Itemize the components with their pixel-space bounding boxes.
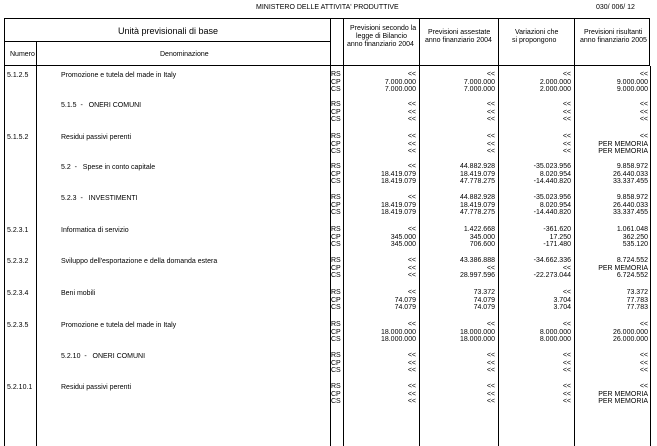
row-value: << bbox=[562, 321, 571, 328]
row-value: << bbox=[486, 367, 495, 374]
row-value: 26.440.033 bbox=[612, 170, 648, 178]
row-denominazione: Beni mobili bbox=[61, 290, 96, 297]
row-value: << bbox=[486, 359, 495, 367]
row-value: << bbox=[562, 101, 571, 108]
row-value: 18.419.079 bbox=[380, 209, 416, 216]
row-value: 74.079 bbox=[394, 296, 416, 304]
row-number: 5.2.3.2 bbox=[7, 258, 29, 265]
row-number: 5.2.3.1 bbox=[7, 227, 29, 234]
row-code: CS bbox=[331, 178, 341, 185]
row-denominazione: Promozione e tutela del made in Italy bbox=[61, 72, 177, 79]
row-value: 18.000.000 bbox=[380, 328, 416, 336]
row-value: 26.440.033 bbox=[612, 201, 648, 209]
row-value: 44.882.928 bbox=[459, 194, 495, 201]
column-header-prev-assestate: anno finanziario 2004 bbox=[425, 37, 492, 44]
row-value: 26.000.000 bbox=[612, 336, 648, 343]
row-value: PER MEMORIA bbox=[598, 398, 648, 405]
row-value: << bbox=[562, 116, 571, 123]
row-value: 1.061.048 bbox=[616, 226, 648, 233]
row-value: << bbox=[486, 101, 495, 108]
row-code: CP bbox=[331, 140, 341, 148]
row-code: CP bbox=[331, 390, 341, 398]
row-code: RS bbox=[331, 257, 341, 264]
row-value: << bbox=[486, 352, 495, 359]
row-value: << bbox=[486, 390, 495, 398]
row-code: CS bbox=[331, 241, 341, 248]
row-code: RS bbox=[331, 101, 341, 108]
row-value: << bbox=[407, 226, 416, 233]
row-code: CP bbox=[331, 264, 341, 272]
row-denominazione: 5.1.5 - ONERI COMUNI bbox=[61, 102, 142, 109]
row-value: 7.000.000 bbox=[463, 78, 495, 86]
row-number: 5.2.3.5 bbox=[7, 322, 29, 329]
row-value: 17.250 bbox=[549, 233, 571, 241]
row-value: 74.079 bbox=[394, 304, 416, 311]
row-value: << bbox=[562, 148, 571, 155]
row-value: << bbox=[486, 398, 495, 405]
row-code: RS bbox=[331, 289, 341, 296]
row-code: CP bbox=[331, 328, 341, 336]
row-value: 9.858.972 bbox=[616, 163, 648, 170]
row-code: CP bbox=[331, 296, 341, 304]
column-header-prev-risultanti: anno finanziario 2005 bbox=[580, 37, 647, 44]
row-value: << bbox=[639, 108, 648, 116]
row-value: << bbox=[562, 264, 571, 272]
row-value: 362.250 bbox=[622, 233, 648, 241]
row-value: 3.704 bbox=[553, 304, 571, 311]
row-value: 33.337.455 bbox=[612, 178, 648, 185]
row-code: RS bbox=[331, 163, 341, 170]
row-value: << bbox=[639, 383, 648, 390]
row-value: << bbox=[407, 101, 416, 108]
row-value: << bbox=[562, 108, 571, 116]
row-value: 18.419.079 bbox=[459, 170, 495, 178]
row-value: PER MEMORIA bbox=[598, 264, 648, 272]
row-code: RS bbox=[331, 194, 341, 201]
row-value: 73.372 bbox=[473, 289, 495, 296]
row-value: << bbox=[407, 116, 416, 123]
row-value: << bbox=[486, 108, 495, 116]
row-value: 1.422.668 bbox=[463, 226, 495, 233]
row-value: << bbox=[407, 264, 416, 272]
row-value: 28.997.596 bbox=[459, 272, 495, 279]
row-value: 18.000.000 bbox=[380, 336, 416, 343]
column-header-numero: Numero bbox=[10, 51, 35, 58]
row-value: 77.783 bbox=[626, 304, 648, 311]
row-value: 345.000 bbox=[390, 233, 416, 241]
column-header-prev-risultanti: Previsioni risultanti bbox=[584, 29, 643, 36]
row-value: << bbox=[562, 352, 571, 359]
row-number: 5.1.2.5 bbox=[7, 72, 29, 79]
section-title: Unità previsionali di base bbox=[118, 26, 219, 36]
row-value: 44.882.928 bbox=[459, 163, 495, 170]
row-value: 9.858.972 bbox=[616, 194, 648, 201]
row-value: << bbox=[562, 133, 571, 140]
table-left-border bbox=[4, 66, 5, 446]
row-value: << bbox=[407, 108, 416, 116]
column-header-prev-bilancio: anno finanziario 2004 bbox=[347, 41, 414, 48]
row-code: CP bbox=[331, 201, 341, 209]
row-code: CP bbox=[331, 170, 341, 178]
row-value: << bbox=[407, 321, 416, 328]
row-value: -22.273.044 bbox=[533, 272, 571, 279]
row-value: << bbox=[562, 359, 571, 367]
row-value: 18.419.079 bbox=[459, 201, 495, 209]
row-number: 5.2.10.1 bbox=[7, 384, 33, 391]
row-value: << bbox=[486, 140, 495, 148]
row-code: CS bbox=[331, 367, 341, 374]
row-value: -14.440.820 bbox=[533, 209, 571, 216]
row-value: << bbox=[639, 133, 648, 140]
row-value: << bbox=[407, 367, 416, 374]
row-code: CS bbox=[331, 209, 341, 216]
row-code: CS bbox=[331, 304, 341, 311]
row-value: 18.000.000 bbox=[459, 328, 495, 336]
row-value: << bbox=[407, 194, 416, 201]
ministry-header: MINISTERO DELLE ATTIVITA' PRODUTTIVE bbox=[256, 4, 399, 11]
row-value: 3.704 bbox=[553, 296, 571, 304]
row-value: 74.079 bbox=[473, 304, 495, 311]
row-code: CP bbox=[331, 78, 341, 86]
row-code: RS bbox=[331, 133, 341, 140]
row-value: << bbox=[639, 359, 648, 367]
row-value: 7.000.000 bbox=[384, 78, 416, 86]
row-value: << bbox=[407, 163, 416, 170]
row-value: 43.386.888 bbox=[459, 257, 495, 264]
row-value: 535.120 bbox=[622, 241, 648, 248]
column-header-prev-bilancio: Previsioni secondo la bbox=[350, 25, 417, 32]
column-header-variazioni: si propongono bbox=[512, 37, 557, 44]
column-divider bbox=[343, 18, 344, 446]
column-header-prev-bilancio: legge di Bilancio bbox=[356, 33, 407, 40]
row-code: CP bbox=[331, 233, 341, 241]
row-value: 345.000 bbox=[390, 241, 416, 248]
row-code: CS bbox=[331, 116, 341, 123]
page-reference: 030/ 006/ 12 bbox=[596, 4, 635, 11]
row-value: << bbox=[486, 321, 495, 328]
row-value: << bbox=[407, 398, 416, 405]
row-value: 33.337.455 bbox=[612, 209, 648, 216]
row-denominazione: 5.2.3 - INVESTIMENTI bbox=[61, 195, 138, 202]
row-value: << bbox=[639, 101, 648, 108]
row-value: << bbox=[407, 140, 416, 148]
row-value: 47.778.275 bbox=[459, 178, 495, 185]
header-divider bbox=[4, 41, 330, 42]
row-value: << bbox=[486, 264, 495, 272]
row-value: << bbox=[486, 383, 495, 390]
row-value: 18.419.079 bbox=[380, 170, 416, 178]
row-code: CS bbox=[331, 272, 341, 279]
row-value: PER MEMORIA bbox=[598, 140, 648, 148]
row-code: CS bbox=[331, 398, 341, 405]
row-value: 7.000.000 bbox=[463, 86, 495, 93]
row-value: 7.000.000 bbox=[384, 86, 416, 93]
row-value: 8.000.000 bbox=[539, 336, 571, 343]
row-denominazione: Promozione e tutela del made in Italy bbox=[61, 322, 177, 329]
row-value: 18.000.000 bbox=[459, 336, 495, 343]
row-value: << bbox=[639, 352, 648, 359]
row-value: << bbox=[486, 148, 495, 155]
row-denominazione: 5.2 - Spese in conto capitale bbox=[61, 164, 156, 171]
row-value: << bbox=[486, 71, 495, 78]
row-value: 9.000.000 bbox=[616, 86, 648, 93]
row-value: 345.000 bbox=[469, 233, 495, 241]
row-denominazione: Residui passivi perenti bbox=[61, 134, 132, 141]
row-value: 2.000.000 bbox=[539, 86, 571, 93]
row-denominazione: 5.2.10 - ONERI COMUNI bbox=[61, 353, 146, 360]
row-value: 18.419.079 bbox=[380, 178, 416, 185]
row-value: 2.000.000 bbox=[539, 78, 571, 86]
row-code: CS bbox=[331, 86, 341, 93]
row-code: CS bbox=[331, 336, 341, 343]
row-value: << bbox=[407, 133, 416, 140]
row-value: << bbox=[639, 71, 648, 78]
row-value: 47.778.275 bbox=[459, 209, 495, 216]
row-code: RS bbox=[331, 71, 341, 78]
row-value: << bbox=[562, 390, 571, 398]
row-value: 8.020.954 bbox=[539, 170, 571, 178]
row-value: 8.020.954 bbox=[539, 201, 571, 209]
row-value: 706.600 bbox=[469, 241, 495, 248]
row-code: RS bbox=[331, 226, 341, 233]
row-code: CS bbox=[331, 148, 341, 155]
table-right-border bbox=[650, 66, 651, 446]
row-value: << bbox=[486, 133, 495, 140]
row-value: 8.000.000 bbox=[539, 328, 571, 336]
row-value: 77.783 bbox=[626, 296, 648, 304]
row-value: -14.440.820 bbox=[533, 178, 571, 185]
row-value: << bbox=[639, 321, 648, 328]
row-value: << bbox=[407, 390, 416, 398]
row-value: << bbox=[407, 71, 416, 78]
column-divider bbox=[498, 18, 499, 446]
row-code: RS bbox=[331, 321, 341, 328]
row-value: << bbox=[562, 398, 571, 405]
row-value: -361.620 bbox=[543, 226, 571, 233]
row-value: -171.480 bbox=[543, 241, 571, 248]
column-header-denominazione: Denominazione bbox=[160, 51, 209, 58]
row-value: << bbox=[562, 140, 571, 148]
row-value: << bbox=[407, 257, 416, 264]
row-denominazione: Sviluppo dell'esportazione e della domanda estera bbox=[61, 258, 218, 265]
row-code: RS bbox=[331, 352, 341, 359]
row-value: << bbox=[562, 383, 571, 390]
row-value: -35.023.956 bbox=[533, 194, 571, 201]
row-value: -34.662.336 bbox=[533, 257, 571, 264]
row-value: << bbox=[486, 116, 495, 123]
row-value: 9.000.000 bbox=[616, 78, 648, 86]
row-value: 18.419.079 bbox=[380, 201, 416, 209]
row-denominazione: Informatica di servizio bbox=[61, 227, 129, 234]
row-value: << bbox=[562, 367, 571, 374]
column-header-variazioni: Variazioni che bbox=[515, 29, 559, 36]
row-value: << bbox=[407, 383, 416, 390]
row-value: PER MEMORIA bbox=[598, 390, 648, 398]
row-code: CP bbox=[331, 108, 341, 116]
column-divider bbox=[419, 18, 420, 446]
column-divider bbox=[574, 18, 575, 446]
row-number: 5.1.5.2 bbox=[7, 134, 29, 141]
row-value: 74.079 bbox=[473, 296, 495, 304]
row-value: << bbox=[407, 289, 416, 296]
row-value: << bbox=[407, 359, 416, 367]
row-value: PER MEMORIA bbox=[598, 148, 648, 155]
row-number: 5.2.3.4 bbox=[7, 290, 29, 297]
column-divider bbox=[36, 41, 37, 66]
row-value: << bbox=[407, 272, 416, 279]
row-value: 6.724.552 bbox=[616, 272, 648, 279]
row-value: << bbox=[407, 148, 416, 155]
row-value: << bbox=[562, 289, 571, 296]
column-divider bbox=[36, 66, 37, 446]
row-code: CP bbox=[331, 359, 341, 367]
row-value: << bbox=[639, 116, 648, 123]
row-value: 73.372 bbox=[626, 289, 648, 296]
row-value: 8.724.552 bbox=[616, 257, 648, 264]
row-value: << bbox=[639, 367, 648, 374]
column-header-prev-assestate: Previsioni assestate bbox=[428, 29, 491, 36]
row-value: 26.000.000 bbox=[612, 328, 648, 336]
row-value: << bbox=[407, 352, 416, 359]
row-denominazione: Residui passivi perenti bbox=[61, 384, 132, 391]
row-value: -35.023.956 bbox=[533, 163, 571, 170]
row-value: << bbox=[562, 71, 571, 78]
row-code: RS bbox=[331, 383, 341, 390]
